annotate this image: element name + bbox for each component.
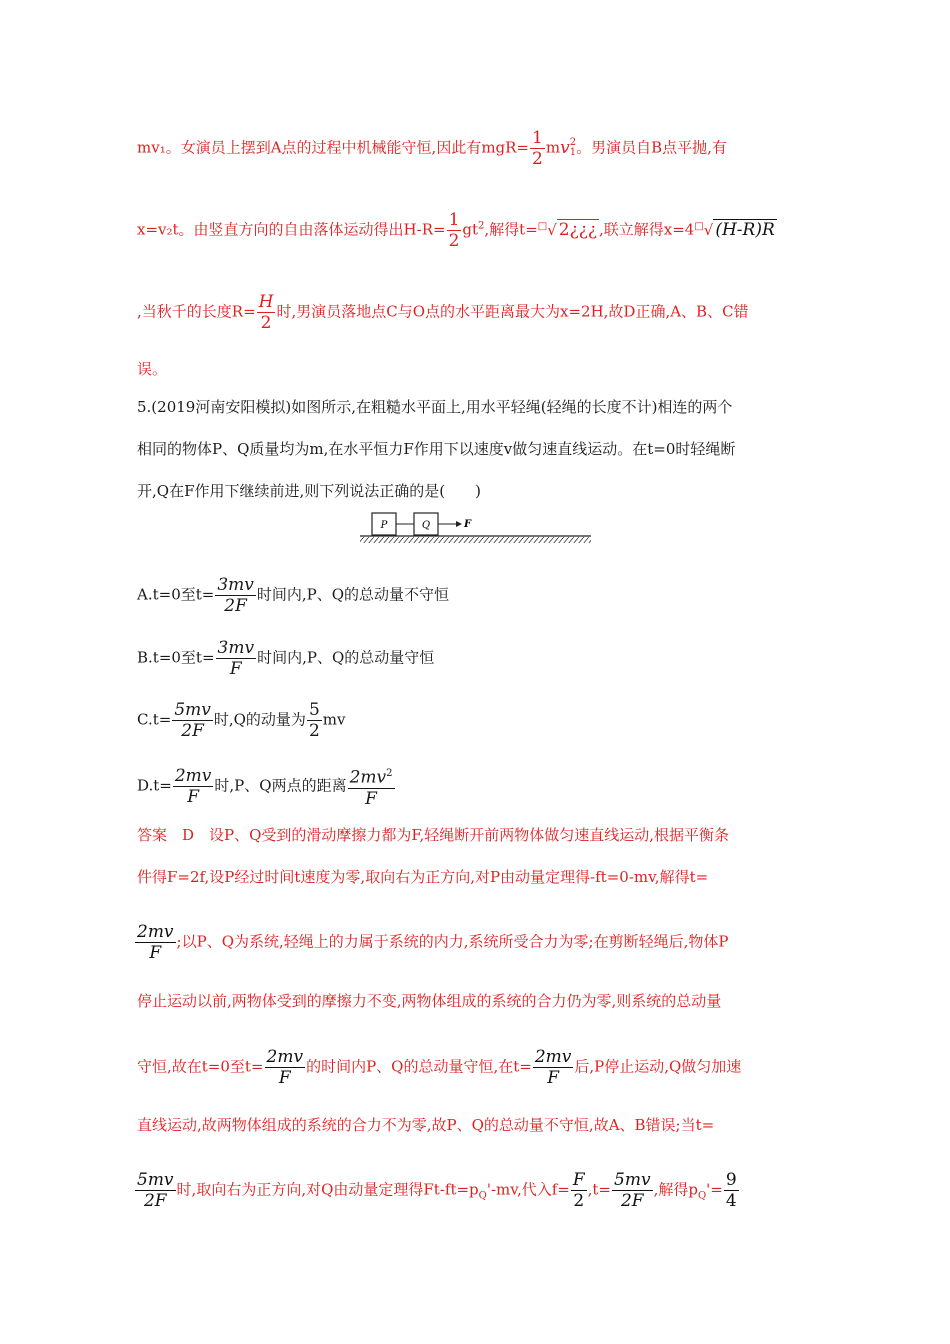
radical-body: (H-R)R	[715, 219, 775, 240]
blocks-diagram	[358, 508, 593, 552]
radical-index: □	[694, 220, 704, 232]
option-d	[137, 764, 396, 809]
text-segment: ,当秋千的长度R=	[137, 302, 256, 321]
text-segment: 的时间内P、Q的总动量守恒,在t=	[306, 1057, 532, 1076]
answer-line-7	[134, 1170, 740, 1211]
text-segment: m	[545, 138, 561, 157]
fraction-denominator: F	[149, 943, 162, 963]
fraction-numerator: 2mv	[534, 1047, 572, 1067]
fraction	[612, 1170, 653, 1211]
radical-body: 2¿¿¿	[558, 219, 597, 240]
fraction	[173, 766, 214, 807]
fraction-denominator: 2	[448, 231, 460, 251]
prev-answer-line-3	[137, 292, 749, 333]
fraction-numerator: 1	[448, 210, 460, 230]
fraction-numerator: 3mv	[217, 575, 254, 595]
option-c	[137, 700, 345, 741]
fraction-numerator: 2mv	[349, 767, 387, 788]
fraction-denominator: 2F	[620, 1191, 644, 1211]
block-q-label: Q	[421, 520, 431, 531]
option-a-prefix: A.t=0至t=	[137, 585, 215, 604]
text-segment: gt	[462, 220, 479, 239]
fraction	[447, 210, 462, 251]
fraction	[533, 1047, 574, 1088]
text-segment: mv₁。女演员上摆到A点的过程中机械能守恒,因此有mgR=	[137, 138, 530, 157]
question-stem-line-3: 开,Q在F作用下继续前进,则下列说法正确的是( )	[137, 482, 481, 500]
block-p-label: P	[380, 520, 388, 531]
ground-hatching	[360, 537, 591, 543]
superscript: 2	[569, 137, 577, 148]
text-segment: x=v₂t。由竖直方向的自由落体运动得出H-R=	[137, 220, 446, 239]
fraction	[257, 292, 276, 333]
fraction-denominator: 2	[308, 721, 320, 741]
fraction-denominator: 2F	[143, 1191, 167, 1211]
radical: □√ (H-R)R	[694, 219, 775, 240]
text-segment: 。男演员自B点平抛,有	[576, 138, 727, 157]
option-a	[137, 575, 449, 616]
option-a-text: 时间内,P、Q的总动量不守恒	[256, 585, 450, 604]
fraction	[530, 128, 545, 169]
fraction	[215, 575, 256, 616]
fraction-denominator: 2	[573, 1191, 585, 1211]
question-stem-line-2: 相同的物体P、Q质量均为m,在水平恒力F作用下以速度v做匀速直线运动。在t=0时轻绳断	[137, 440, 736, 458]
text-segment: 后,P停止运动,Q做匀加速	[574, 1057, 742, 1076]
fraction-denominator: 4	[725, 1191, 737, 1211]
superscript: 2	[478, 220, 485, 232]
fraction	[724, 1170, 739, 1211]
radical-index: □	[537, 220, 548, 232]
fraction-numerator: 1	[532, 128, 543, 148]
option-d-text: 时,P、Q两点的距离	[214, 776, 347, 795]
question-stem-line-1: 5.(2019河南安阳模拟)如图所示,在粗糙水平面上,用水平轻绳(轻绳的长度不计)相连的两个	[137, 398, 733, 416]
option-b-text: 时间内,P、Q的总动量守恒	[257, 648, 435, 667]
subscript: 1	[569, 147, 577, 158]
fraction-denominator: F	[547, 1068, 559, 1088]
prev-answer-line-1	[137, 128, 727, 169]
text-segment: ,解得t=	[484, 220, 538, 239]
superscript: 2	[386, 768, 393, 779]
fraction-numerator: 9	[725, 1170, 737, 1190]
text-segment: 时,男演员落地点C与O点的水平距离最大为x=2H,故D正确,A、B、C错	[276, 302, 749, 321]
velocity-letter: v	[560, 137, 570, 158]
radical: □√ 2¿¿¿	[537, 219, 597, 240]
fraction	[135, 1170, 176, 1211]
text-segment: ;以P、Q为系统,轻绳上的力属于系统的内力,系统所受合力为零;在剪断轻绳后,物体P	[176, 932, 729, 951]
fraction-numerator: 2mv	[266, 1047, 304, 1067]
fraction-denominator: F	[365, 788, 377, 809]
fraction-numerator: F	[572, 1170, 585, 1190]
fraction-numerator: 5mv	[137, 1170, 174, 1190]
answer-line-2: 件得F=2f,设P经过时间t速度为零,取向右为正方向,对P由动量定理得-ft=0-mv,解得t=	[137, 868, 709, 886]
fraction-denominator: 2	[532, 149, 543, 169]
subscript: Q	[478, 1190, 487, 1202]
fraction	[348, 764, 395, 809]
fraction-numerator: 5	[308, 700, 320, 720]
fraction-numerator: 5mv	[174, 700, 211, 720]
text-segment: '-mv,代入f=	[486, 1180, 570, 1199]
fraction	[571, 1170, 587, 1211]
fraction-denominator: F	[278, 1068, 291, 1088]
force-arrow-head	[456, 521, 462, 527]
fraction-numerator: 3mv	[217, 638, 255, 658]
option-c-suffix: mv	[322, 710, 346, 729]
fraction	[135, 922, 176, 963]
answer-line-1: 答案 D 设P、Q受到的滑动摩擦力都为F,轻绳断开前两物体做匀速直线运动,根据平衡条	[137, 826, 730, 844]
text-segment: 时,取向右为正方向,对Q由动量定理得Ft-ft=p	[176, 1180, 479, 1199]
option-b	[137, 638, 434, 679]
text-segment: '=	[706, 1180, 723, 1199]
fraction	[307, 700, 322, 741]
text-segment: ,联立解得x=4	[598, 220, 695, 239]
fraction-denominator: F	[187, 786, 200, 807]
fraction-numerator: 5mv	[614, 1170, 651, 1190]
answer-line-5	[137, 1047, 741, 1088]
answer-line-6: 直线运动,故两物体组成的系统的合力不为零,故P、Q的总动量不守恒,故A、B错误;当t=	[137, 1116, 715, 1134]
answer-line-3	[134, 922, 728, 963]
fraction-numerator: H	[258, 292, 274, 312]
fraction-denominator: 2	[260, 313, 272, 333]
force-label: F	[464, 519, 472, 530]
fraction-denominator: 2F	[224, 596, 247, 616]
fraction	[172, 700, 213, 741]
option-b-prefix: B.t=0至t=	[137, 648, 215, 667]
fraction-numerator: 2mv	[174, 765, 212, 786]
prev-answer-line-4: 误。	[137, 360, 168, 378]
text-segment: ,t=	[587, 1180, 612, 1199]
fraction-numerator: 2mv	[137, 922, 174, 942]
velocity-symbol	[560, 138, 576, 158]
fraction-denominator: 2F	[181, 721, 204, 741]
answer-line-4: 停止运动以前,两物体受到的摩擦力不变,两物体组成的系统的合力仍为零,则系统的总动量	[137, 992, 722, 1010]
fraction	[265, 1047, 306, 1088]
text-segment: ,解得p	[653, 1180, 698, 1199]
text-segment: 守恒,故在t=0至t=	[137, 1057, 264, 1076]
option-c-prefix: C.t=	[137, 710, 172, 729]
fraction	[216, 638, 257, 679]
subscript: Q	[697, 1190, 707, 1202]
option-c-text: 时,Q的动量为	[213, 710, 306, 729]
option-d-prefix: D.t=	[137, 776, 172, 795]
fraction-denominator: F	[229, 659, 242, 679]
prev-answer-line-2	[137, 210, 777, 251]
